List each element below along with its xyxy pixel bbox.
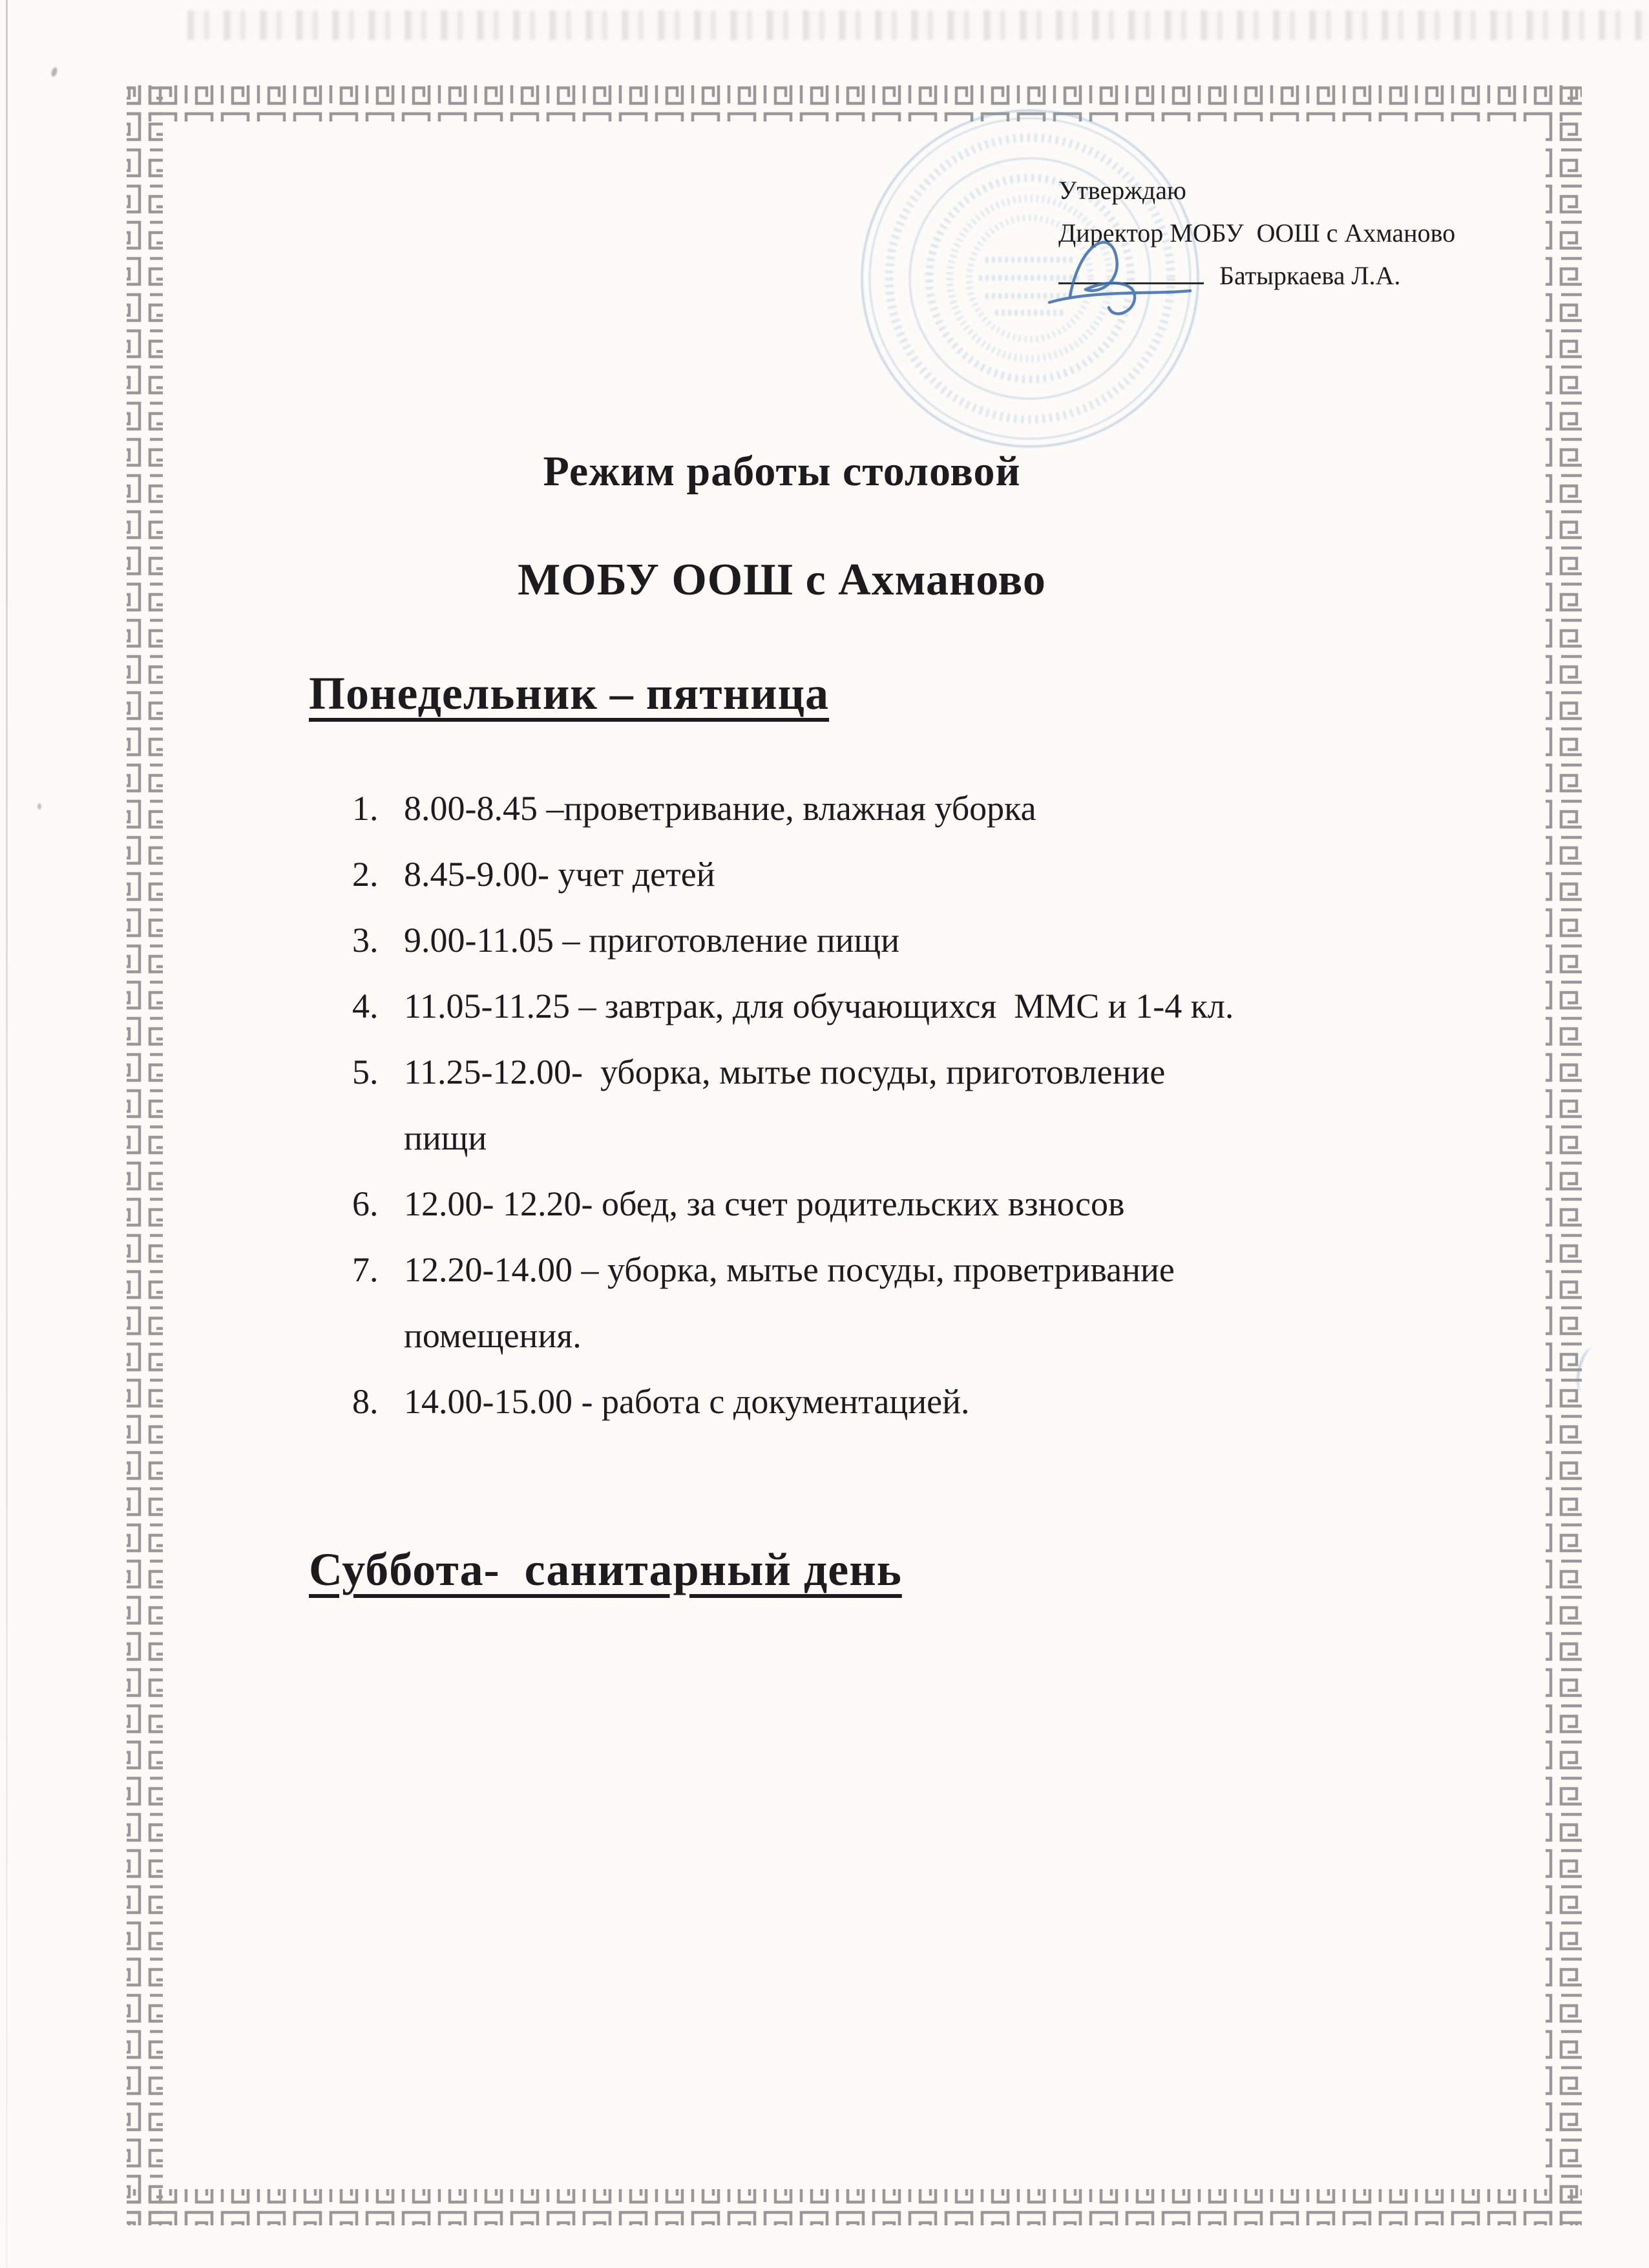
schedule-item [352, 1237, 1599, 1369]
schedule-list [352, 775, 1599, 1434]
document-title-line2: МОБУ ООШ с Ахманово [518, 555, 1046, 605]
item-line: 12.00- 12.20- обед, за счет родительских взносов [404, 1184, 1125, 1223]
item-text [404, 1237, 1599, 1369]
item-line: 9.00-11.05 – приготовление пищи [404, 921, 899, 960]
approval-line-approve: Утверждаю [1058, 176, 1186, 205]
item-line: 8.00-8.45 –проветривание, влажная уборка [404, 789, 1036, 828]
approval-line-director: Директор МОБУ ООШ с Ахманово [1058, 218, 1456, 247]
item-text [404, 1039, 1599, 1171]
schedule-item [352, 973, 1599, 1039]
item-text [404, 1369, 1599, 1434]
item-line: пищи [404, 1118, 487, 1157]
weekdays-heading: Понедельник – пятница [309, 667, 830, 719]
approval-signer-name: Батыркаева Л.А. [1219, 261, 1401, 290]
schedule-item [352, 907, 1599, 973]
item-number: 8. [352, 1382, 379, 1421]
item-line: 8.45-9.00- учет детей [404, 855, 715, 894]
item-line: 11.05-11.25 – завтрак, для обучающихся ММС и 1-4 кл. [404, 987, 1234, 1025]
item-line: 11.25-12.00- уборка, мытье посуды, приготовление [404, 1053, 1166, 1091]
item-number: 3. [352, 921, 379, 960]
item-text [404, 775, 1599, 841]
border-bottom-strip [127, 2189, 1582, 2225]
item-number: 5. [352, 1053, 379, 1091]
item-text [404, 1171, 1599, 1237]
schedule-item [352, 1039, 1599, 1171]
item-text [404, 907, 1599, 973]
item-line: 14.00-15.00 - работа с документацией. [404, 1382, 970, 1421]
border-top-strip [127, 85, 1582, 121]
schedule-item [352, 1171, 1599, 1237]
item-line: помещения. [404, 1316, 582, 1355]
item-number: 7. [352, 1250, 379, 1289]
schedule-item [352, 775, 1599, 841]
schedule-item [352, 1369, 1599, 1434]
item-text [404, 841, 1599, 907]
item-number: 2. [352, 855, 379, 894]
item-number: 6. [352, 1184, 379, 1223]
item-number: 1. [352, 789, 379, 828]
saturday-heading: Суббота- санитарный день [309, 1544, 902, 1595]
item-line: 12.20-14.00 – уборка, мытье посуды, проветривание [404, 1250, 1175, 1289]
document-title-line1: Режим работы столовой [543, 448, 1021, 495]
handwritten-signature [1033, 213, 1239, 336]
border-left-strip [127, 85, 163, 2225]
item-text [404, 973, 1599, 1039]
item-number: 4. [352, 987, 379, 1025]
schedule-item [352, 841, 1599, 907]
